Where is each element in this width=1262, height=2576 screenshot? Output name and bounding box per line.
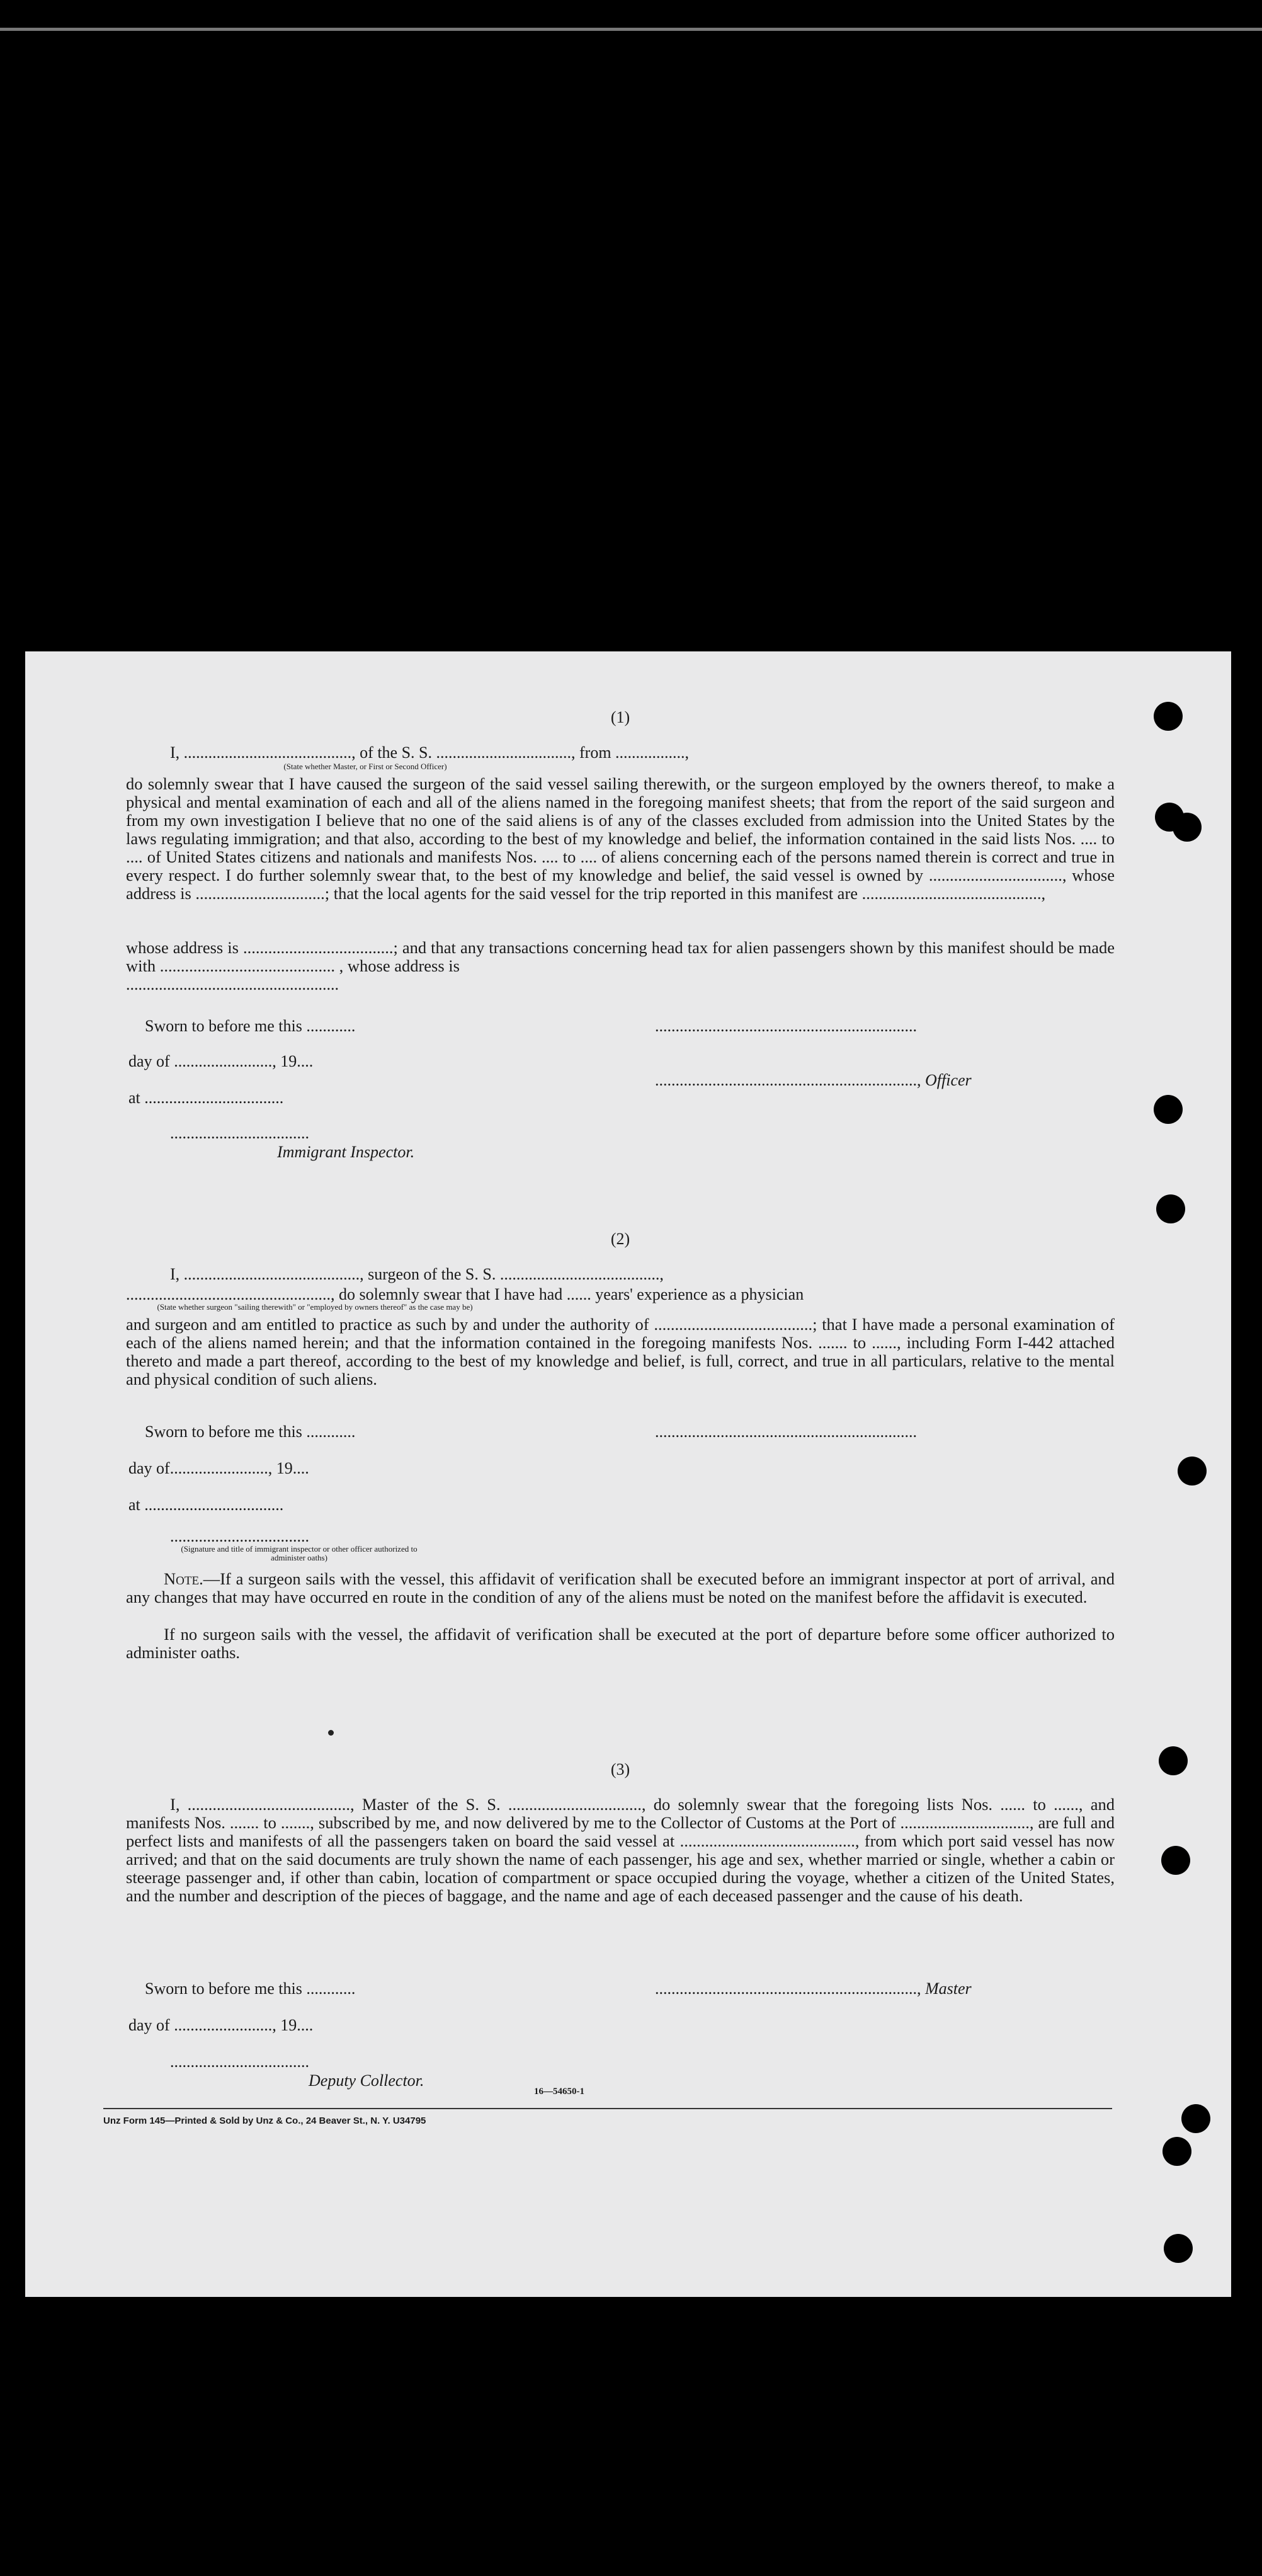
section-number: (3) — [610, 1760, 630, 1778]
oath-opening-line: I, ........................................., of the S. S. ................................., from ................., — [170, 743, 690, 762]
officer-dots: ................................................................, — [655, 1071, 921, 1089]
collector-title: Deputy Collector. — [309, 2071, 424, 2090]
punch-hole — [1154, 1095, 1183, 1124]
master-title: Master — [925, 1979, 972, 1998]
inspector-title: Immigrant Inspector. — [277, 1143, 415, 1161]
punch-hole — [1161, 1846, 1190, 1875]
punch-hole — [1159, 1746, 1188, 1775]
footer-rule — [103, 2108, 1112, 2109]
sworn-line: Sworn to before me this ............ — [145, 1017, 356, 1035]
punch-hole — [1181, 2104, 1210, 2133]
sworn-line: Sworn to before me this ............ — [145, 1423, 356, 1441]
affidavit-master-collector — [126, 1760, 1115, 2100]
ink-speck — [328, 1730, 334, 1736]
section-number: (2) — [610, 1230, 630, 1248]
punch-hole — [1173, 813, 1202, 842]
officer-line — [655, 1071, 972, 1089]
field-note: (State whether surgeon "sailing therewith" or "employed by owners thereof" as the case may be) — [157, 1302, 473, 1312]
collector-signature-dots: .................................. — [170, 2052, 309, 2071]
oath-body-tail: .................................................... — [126, 975, 339, 993]
printer-imprint: Unz Form 145—Printed & Sold by Unz & Co., 24 Beaver St., N. Y. U34795 — [103, 2115, 426, 2126]
day-line: day of........................, 19.... — [128, 1459, 309, 1477]
punch-hole — [1164, 2234, 1193, 2263]
master-dots: ................................................................, — [655, 1979, 921, 1998]
form-sheet — [25, 651, 1231, 2297]
officer-title: Officer — [925, 1071, 972, 1089]
affidavit-surgeon — [126, 1230, 1115, 1683]
inspector-signature-dots: .................................. — [170, 1124, 309, 1142]
oath-body: do solemnly swear that I have caused the surgeon of the said vessel sailing therewith, or the surgeon employed by the owners thereof, to make a physical and mental examination of each and all of the aliens named in the foregoing manifest sheets; that from the report of the said surgeon and from my own investigation I believe that no one of the said aliens is of any of the classes excluded from admission into the United States by the laws regulating immigration; and that also, according to the best of my knowledge and belief, the information contained in the said lists Nos. .... to .... of United States citizens and nationals and manifests Nos. .... to .... of aliens concerning each of the persons named therein is correct and true in every respect. I do further solemnly swear that, to the best of my knowledge and belief, the said vessel is owned by ................................, whose address is ...............................; that the local agents for the said vessel for the trip reported in this manifest are ..........................................., — [126, 774, 1115, 903]
signature-note: (Signature and title of immigrant inspector or other officer authorized to administer oaths) — [181, 1544, 418, 1562]
day-line: day of ........................, 19.... — [128, 1052, 314, 1070]
signature-line: ................................................................ — [655, 1017, 917, 1035]
punch-hole — [1156, 1194, 1185, 1223]
sworn-line: Sworn to before me this ............ — [145, 1979, 356, 1998]
surgeon-experience-line: .................................................., do solemnly swear that I have had ...... years' experience as a physician — [126, 1285, 804, 1303]
inspector-signature-dots: .................................. — [170, 1527, 309, 1545]
master-body: I, ......................................., Master of the S. S. ................................, do solemnly swear that the foregoing lists Nos. ...... to ......, and manifests Nos. ....... to ......., subscribed by me, and now delivered by me to the Collector of Customs at the Port of ..............................., are full and perfect lists and manifests of all the passengers taken on board the said vessel at .........................................., from which port said vessel has now arrived; and that on the said documents are truly shown the name of each passenger, his age and sex, whether married or single, whether a cabin or steerage passenger and, if other than cabin, location of compartment or space occupied during the voyage, whether a citizen of the United States, and the number and description of the pieces of baggage, and the name and age of each deceased passenger and the cause of his death. — [126, 1795, 1115, 1905]
affidavit-master — [126, 708, 1115, 1174]
field-note: (State whether Master, or First or Second Officer) — [283, 762, 447, 771]
place-line: at .................................. — [128, 1089, 284, 1107]
surgeon-opening-line: I, ..........................................., surgeon of the S. S. ......................................., — [170, 1265, 664, 1283]
scan-top-edge — [0, 28, 1262, 31]
surgeon-body: and surgeon and am entitled to practice as such by and under the authority of ......................................; that I have made a personal examination of each of the aliens named herein; and that the information contained in the foregoing manifests Nos. ....... to ......, including Form I-442 attached thereto and made a part thereof, according to the best of my knowledge and belief, is full, correct, and true in all particulars, relative to the mental and physical condition of such aliens. — [126, 1315, 1115, 1388]
note-label: Note. — [164, 1569, 203, 1588]
day-line: day of ........................, 19.... — [128, 2016, 314, 2034]
punch-hole — [1178, 1457, 1207, 1485]
punch-hole — [1154, 702, 1183, 731]
master-line — [655, 1979, 972, 1998]
note-paragraph — [126, 1570, 1115, 1606]
form-code: 16—54650-1 — [534, 2087, 584, 2097]
section-number: (1) — [610, 708, 630, 726]
note-text: —If a surgeon sails with the vessel, this affidavit of verification shall be executed before an immigrant inspector at port of arrival, and any changes that may have occurred en route in the condition of any of the aliens must be noted on the manifest before the affidavit is executed. — [126, 1569, 1115, 1606]
note-paragraph-2: If no surgeon sails with the vessel, the affidavit of verification shall be executed at the port of departure before some officer authorized to administer oaths. — [126, 1625, 1115, 1662]
oath-body-cont: whose address is ....................................; and that any transactions concerning head tax for alien passengers shown by this manifest should be made with .......................................... , whose address is — [126, 938, 1115, 975]
place-line: at .................................. — [128, 1496, 284, 1514]
punch-hole — [1163, 2137, 1191, 2166]
signature-line: ................................................................ — [655, 1423, 917, 1441]
